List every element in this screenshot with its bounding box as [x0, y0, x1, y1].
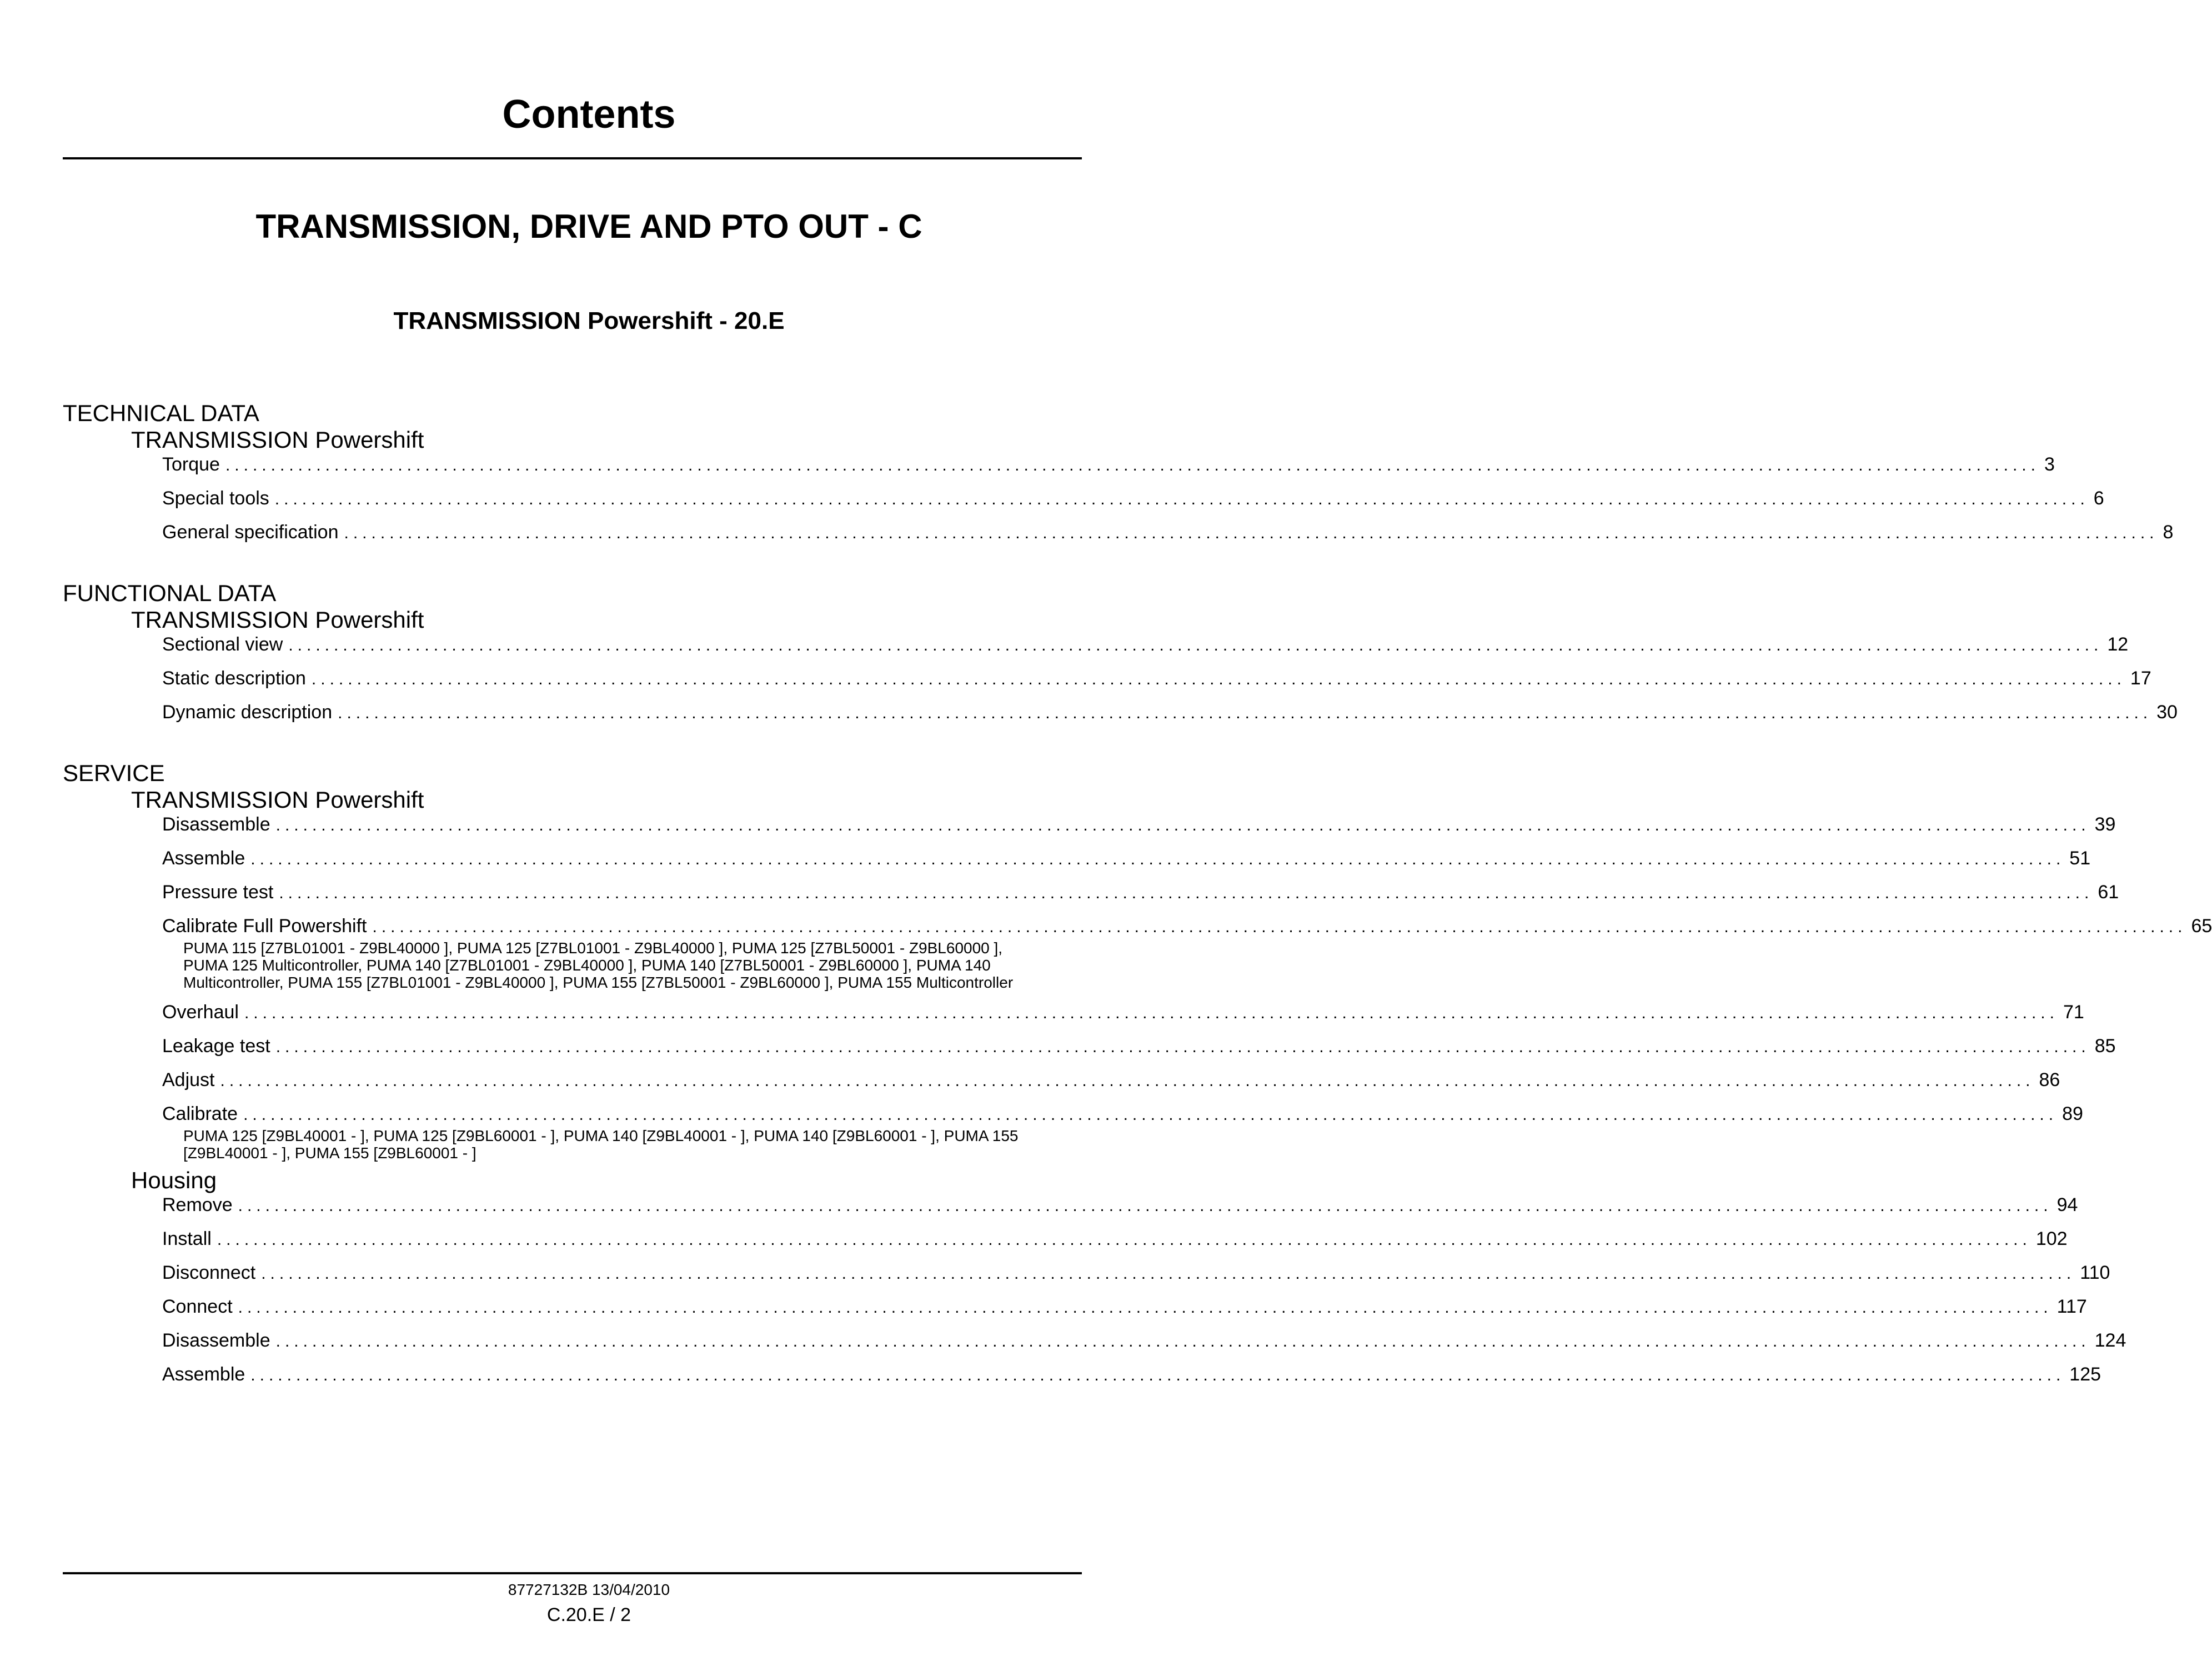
dot-leader: ........................................................................................................................................................................................................	[275, 1038, 2090, 1056]
toc-entry[interactable]	[162, 701, 2178, 723]
toc-entry[interactable]	[162, 667, 2151, 689]
toc-entry-title: Static description	[162, 668, 306, 689]
dot-leader: ........................................................................................................................................................................................................	[338, 704, 2153, 722]
toc-entry[interactable]	[162, 1228, 2068, 1250]
toc-entry-title: Leakage test	[162, 1035, 270, 1057]
toc-entry-page: 3	[2044, 454, 2055, 475]
toc-entry[interactable]	[162, 1262, 2110, 1284]
dot-leader: ........................................................................................................................................................................................................	[274, 490, 2089, 508]
toc-entry-title: Assemble	[162, 848, 245, 869]
toc-entry-page: 65	[2191, 915, 2212, 937]
dot-leader: ........................................................................................................................................................................................................	[238, 1298, 2053, 1317]
sub-heading: TRANSMISSION Powershift	[131, 427, 424, 453]
toc-entry[interactable]	[162, 521, 2174, 543]
toc-entry[interactable]	[162, 487, 2104, 509]
toc-entry-title: Disassemble	[162, 814, 270, 835]
toc-entry[interactable]	[162, 1001, 2084, 1023]
dot-leader: ........................................................................................................................................................................................................	[250, 850, 2065, 868]
dot-leader: ........................................................................................................................................................................................................	[261, 1264, 2076, 1283]
dot-leader: ........................................................................................................................................................................................................	[275, 816, 2090, 834]
toc-entry-title: Connect	[162, 1296, 233, 1317]
toc-entry-title: Remove	[162, 1194, 233, 1215]
toc-entry-page: 89	[2062, 1103, 2083, 1124]
toc-entry-page: 110	[2080, 1262, 2110, 1283]
toc-entry-title: Pressure test	[162, 882, 274, 903]
toc-entry-page: 6	[2093, 488, 2104, 509]
chapter-title: TRANSMISSION, DRIVE AND PTO OUT - C	[255, 208, 922, 245]
toc-entry-page: 8	[2163, 522, 2174, 543]
toc-entry[interactable]	[162, 453, 2055, 476]
toc-entry-title: Torque	[162, 454, 220, 475]
toc-entry-title: Special tools	[162, 488, 269, 509]
toc-entry-page: 124	[2094, 1330, 2126, 1351]
footer-divider	[63, 1572, 1082, 1574]
toc-entry-applicability-note	[183, 1127, 1083, 1162]
toc-entry-title: General specification	[162, 522, 339, 543]
toc-entry-page: 125	[2069, 1364, 2101, 1385]
note-line: Multicontroller, PUMA 155 [Z7BL01001 - Z9BL40000 ], PUMA 155 [Z7BL50001 - Z9BL60000 ], PUMA 155 Multicontroller	[183, 974, 1014, 991]
dot-leader: ........................................................................................................................................................................................................	[275, 1332, 2090, 1350]
toc-entry-title: Overhaul	[162, 1002, 239, 1023]
dot-leader: ........................................................................................................................................................................................................	[279, 884, 2094, 902]
page-number: C.20.E / 2	[546, 1604, 631, 1625]
note-line: [Z9BL40001 - ], PUMA 155 [Z9BL60001 - ]	[183, 1144, 476, 1162]
note-line: PUMA 125 [Z9BL40001 - ], PUMA 125 [Z9BL60001 - ], PUMA 140 [Z9BL40001 - ], PUMA 140 [Z9BL60001 - ], PUMA 155	[183, 1127, 1019, 1144]
toc-entry-title: Disconnect	[162, 1262, 256, 1283]
toc-entry[interactable]	[162, 1363, 2101, 1385]
toc-entry-title: Install	[162, 1228, 212, 1249]
toc-entry[interactable]	[162, 633, 2129, 656]
toc-entry-page: 30	[2156, 702, 2178, 723]
toc-group-service	[0, 760, 2212, 1385]
dot-leader: ........................................................................................................................................................................................................	[225, 456, 2040, 474]
toc-entry-page: 51	[2069, 848, 2091, 869]
dot-leader: ........................................................................................................................................................................................................	[243, 1105, 2058, 1124]
note-line: PUMA 125 Multicontroller, PUMA 140 [Z7BL01001 - Z9BL40000 ], PUMA 140 [Z7BL50001 - Z9BL60000 ], PUMA 140	[183, 957, 991, 974]
toc-entry-page: 17	[2130, 668, 2151, 689]
dot-leader: ........................................................................................................................................................................................................	[220, 1072, 2035, 1090]
table-of-contents	[0, 400, 2212, 1422]
toc-entry[interactable]	[162, 813, 2116, 835]
toc-entry-title: Calibrate Full Powershift	[162, 915, 367, 937]
toc-entry-title: Assemble	[162, 1364, 245, 1385]
group-heading: TECHNICAL DATA	[63, 400, 259, 426]
toc-entry-title: Disassemble	[162, 1330, 270, 1351]
dot-leader: ........................................................................................................................................................................................................	[344, 524, 2159, 542]
toc-entry[interactable]	[162, 1194, 2078, 1216]
toc-entry-page: 94	[2056, 1194, 2078, 1215]
toc-entry[interactable]	[162, 1329, 2126, 1352]
toc-entry-title: Sectional view	[162, 634, 283, 655]
header-divider	[63, 157, 1082, 159]
toc-entry-page: 12	[2107, 634, 2129, 655]
group-heading: FUNCTIONAL DATA	[63, 580, 277, 606]
toc-entry-title: Dynamic description	[162, 702, 333, 723]
dot-leader: ........................................................................................................................................................................................................	[244, 1004, 2059, 1022]
toc-entry-page: 39	[2094, 814, 2116, 835]
toc-entry-title: Calibrate	[162, 1103, 238, 1124]
toc-entry[interactable]	[162, 1103, 2083, 1125]
sub-heading: TRANSMISSION Powershift	[131, 607, 424, 633]
dot-leader: ........................................................................................................................................................................................................	[250, 1366, 2065, 1384]
toc-entry-page: 117	[2056, 1296, 2087, 1317]
toc-entry-page: 86	[2039, 1069, 2060, 1090]
toc-entry[interactable]	[162, 1295, 2087, 1318]
group-heading: SERVICE	[63, 760, 165, 786]
toc-entry-title: Adjust	[162, 1069, 215, 1090]
toc-entry-applicability-note	[183, 939, 1083, 991]
toc-entry-page: 85	[2094, 1035, 2116, 1057]
document-id: 87727132B 13/04/2010	[508, 1581, 670, 1598]
toc-entry[interactable]	[162, 1069, 2060, 1091]
sub-heading-housing: Housing	[131, 1167, 217, 1193]
toc-group-functional-data	[0, 580, 2178, 723]
toc-entry-page: 71	[2063, 1002, 2084, 1023]
toc-entry-page: 61	[2098, 882, 2119, 903]
dot-leader: ........................................................................................................................................................................................................	[372, 918, 2187, 936]
dot-leader: ........................................................................................................................................................................................................	[217, 1230, 2032, 1249]
toc-entry[interactable]	[162, 1035, 2116, 1057]
toc-entry-page: 102	[2035, 1228, 2068, 1249]
toc-group-technical-data	[0, 400, 2174, 543]
page-title: Contents	[502, 92, 676, 137]
toc-entry[interactable]	[162, 915, 2212, 937]
dot-leader: ........................................................................................................................................................................................................	[238, 1197, 2053, 1215]
sub-heading: TRANSMISSION Powershift	[131, 787, 424, 813]
toc-entry[interactable]	[162, 847, 2091, 869]
section-title: TRANSMISSION Powershift - 20.E	[393, 307, 785, 334]
note-line: PUMA 115 [Z7BL01001 - Z9BL40000 ], PUMA 125 [Z7BL01001 - Z9BL40000 ], PUMA 125 [Z7BL50001 - Z9BL60000 ],	[183, 939, 1003, 957]
dot-leader: ........................................................................................................................................................................................................	[311, 670, 2126, 688]
dot-leader: ........................................................................................................................................................................................................	[288, 636, 2103, 654]
toc-entry[interactable]	[162, 881, 2119, 903]
